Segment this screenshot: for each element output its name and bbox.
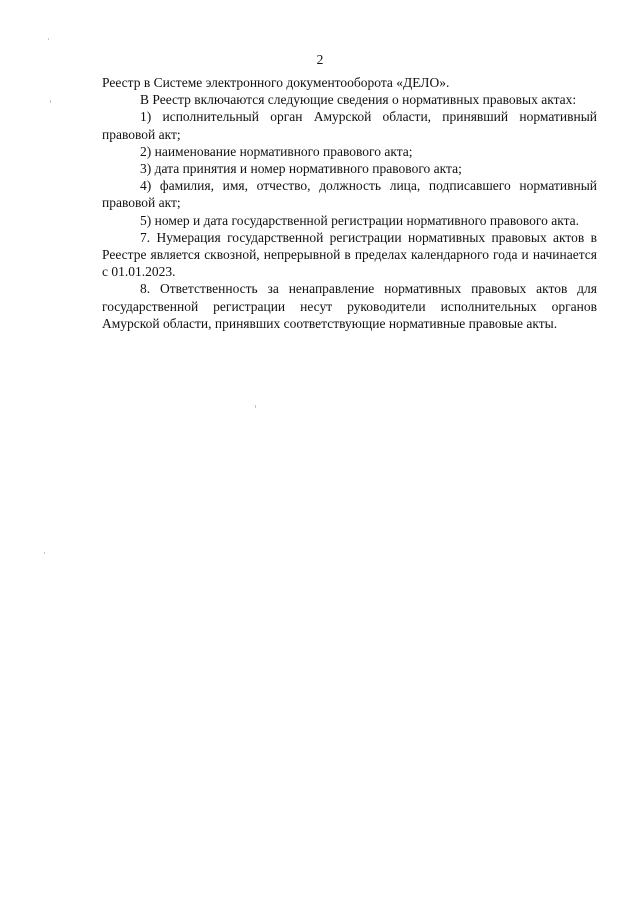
paragraph-8-responsibility: 8. Ответственность за ненаправление нормативных правовых актов для государственной регистрации несут руководители исполнительных органов Амурской области, принявших соответствующие нормативные правовые акты. <box>102 281 597 331</box>
scan-speck <box>255 405 256 408</box>
list-item-5: 5) номер и дата государственной регистрации нормативного правового акта. <box>140 212 580 228</box>
list-item-4: 4) фамилия, имя, отчество, должность лица, подписавшего нормативный правовой акт; <box>102 178 597 211</box>
list-item-1: 1) исполнительный орган Амурской области, принявший нормативный правовой акт; <box>102 109 597 142</box>
paragraph-7-numbering: 7. Нумерация государственной регистрации нормативных правовых актов в Реестре является сквозной, непрерывной в пределах календарного года и начинается с 01.01.2023. <box>102 229 597 280</box>
document-body <box>102 74 597 332</box>
list-item-3: 3) дата принятия и номер нормативного правового акта; <box>140 161 462 177</box>
list-item-2: 2) наименование нормативного правового акта; <box>140 143 413 159</box>
paragraph-registry-continuation: Реестр в Системе электронного документооборота «ДЕЛО». <box>102 75 450 90</box>
page-number: 2 <box>316 52 324 67</box>
scan-speck <box>44 552 45 554</box>
scan-speck <box>48 38 49 40</box>
paragraph-registry-contents: В Реестр включаются следующие сведения о нормативных правовых актах: <box>140 92 577 108</box>
scan-speck <box>50 100 51 103</box>
